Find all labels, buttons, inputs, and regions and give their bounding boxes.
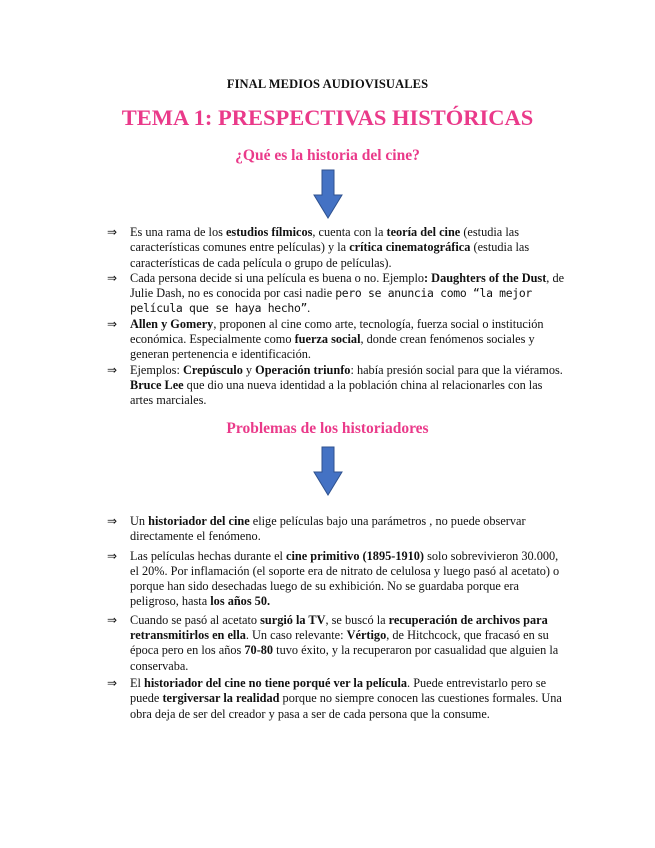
text-run: teoría del cine [386, 225, 461, 239]
document-header: FINAL MEDIOS AUDIOVISUALES [226, 77, 429, 91]
text-run: fuerza social [294, 332, 361, 347]
text-run: . Puede entrevistarlo pero se puede [130, 675, 547, 706]
text-run: elige películas bajo una parámetros , no puede observar directamente el fenómeno. [130, 514, 526, 544]
double-arrow-right-icon: ⇒ [107, 612, 118, 627]
text-run: Bruce Lee [130, 377, 184, 392]
text-run: Cada persona decide si una película es buena o no. Ejemplo [130, 270, 425, 285]
section-heading-problems: Problemas de los historiadores [226, 420, 429, 437]
text-run: (estudia las características comunes entre películas) y la [130, 225, 519, 255]
bullet-list-history [107, 225, 567, 409]
text-run: Cuando se pasó al acetato [130, 612, 261, 627]
text-run: , cuenta con la [312, 225, 387, 239]
section-heading-history: ¿Qué es la historia del cine? [235, 147, 420, 164]
text-run: porque no siempre conocen las cuestiones formales. Una obra deja de ser del creador y pasa a ser de cada persona que la consume. [130, 691, 562, 721]
list-item [107, 549, 567, 610]
text-run: . [307, 301, 311, 316]
text-run: Vértigo [346, 628, 387, 643]
text-run: los años 50. [210, 594, 271, 609]
text-run: Crepúsculo [182, 362, 243, 377]
text-run: Ejemplos: [130, 362, 183, 377]
arrow-down-icon [313, 169, 343, 219]
list-item [107, 225, 567, 271]
list-item [107, 317, 567, 363]
text-run: (estudia las características de cada película o grupo de películas). [130, 240, 530, 270]
text-run: , donde crean fenómenos sociales y generan pertenencia e identificación. [130, 332, 535, 362]
text-run: Operación triunfo [255, 362, 351, 377]
double-arrow-right-icon: ⇒ [107, 675, 118, 690]
list-item [107, 271, 567, 317]
list-item [107, 676, 567, 722]
text-run: : Daughters of the Dust [424, 270, 547, 285]
text-run: : había presión social para que la viéramos. [350, 362, 563, 377]
text-run: , de Hitchcock, que fracasó en su época pero en los años [130, 628, 549, 658]
text-run: crítica cinematográfica [349, 240, 471, 255]
text-run: historiador del cine no tiene porqué ver la película [144, 675, 408, 690]
double-arrow-right-icon: ⇒ [107, 548, 118, 563]
double-arrow-right-icon: ⇒ [107, 362, 118, 377]
list-item [107, 613, 567, 674]
text-run: Un [130, 514, 149, 528]
text-run: tuvo éxito, y la recuperaron por casualidad que alguien la conservaba. [130, 643, 559, 673]
text-run: historiador del cine [148, 514, 250, 528]
text-run: El [130, 675, 145, 690]
list-item [107, 363, 567, 409]
text-run: y [242, 362, 256, 377]
text-run: cine primitivo (1895-1910) [286, 548, 425, 563]
text-run: Las películas hechas durante el [130, 548, 287, 563]
text-run: estudios fílmicos [225, 225, 313, 239]
text-run: , se buscó la [325, 612, 389, 627]
double-arrow-right-icon: ⇒ [107, 225, 118, 239]
text-run: Es una rama de los [130, 225, 226, 239]
bullet-list-problems [107, 514, 567, 722]
text-run: , de Julie Dash, no es conocida por casi nadie [130, 270, 565, 301]
arrow-down-icon [313, 446, 343, 496]
double-arrow-right-icon: ⇒ [107, 316, 118, 331]
double-arrow-right-icon: ⇒ [107, 514, 118, 528]
page-title: TEMA 1: PRESPECTIVAS HISTÓRICAS [121, 105, 534, 130]
text-run: surgió la TV [260, 612, 326, 627]
text-run: solo sobrevivieron 30.000, el 20%. Por inflamación (el soporte era de nitrato de celulosa y luego pasó al acetato) o porque han sido desechadas luego de su exhibición. No se guardaba porque era peligroso, hasta [130, 548, 560, 609]
text-run: Allen y Gomery [130, 316, 214, 331]
text-run: 70-80 [244, 643, 274, 658]
text-run: tergiversar la realidad [162, 691, 280, 706]
text-run: , proponen al cine como arte, tecnología, fuerza social o institución económica. Especialmente como [130, 316, 544, 347]
text-run: . Un caso relevante: [245, 628, 347, 643]
list-item [107, 514, 567, 545]
double-arrow-right-icon: ⇒ [107, 270, 118, 285]
text-run: recuperación de archivos para retransmitirlos en ella [130, 612, 548, 643]
text-run: pero se anuncia como “la mejor película que se haya hecho” [130, 286, 532, 316]
text-run: que dio una nueva identidad a la población china al relacionarles con las artes marciales. [130, 377, 543, 408]
